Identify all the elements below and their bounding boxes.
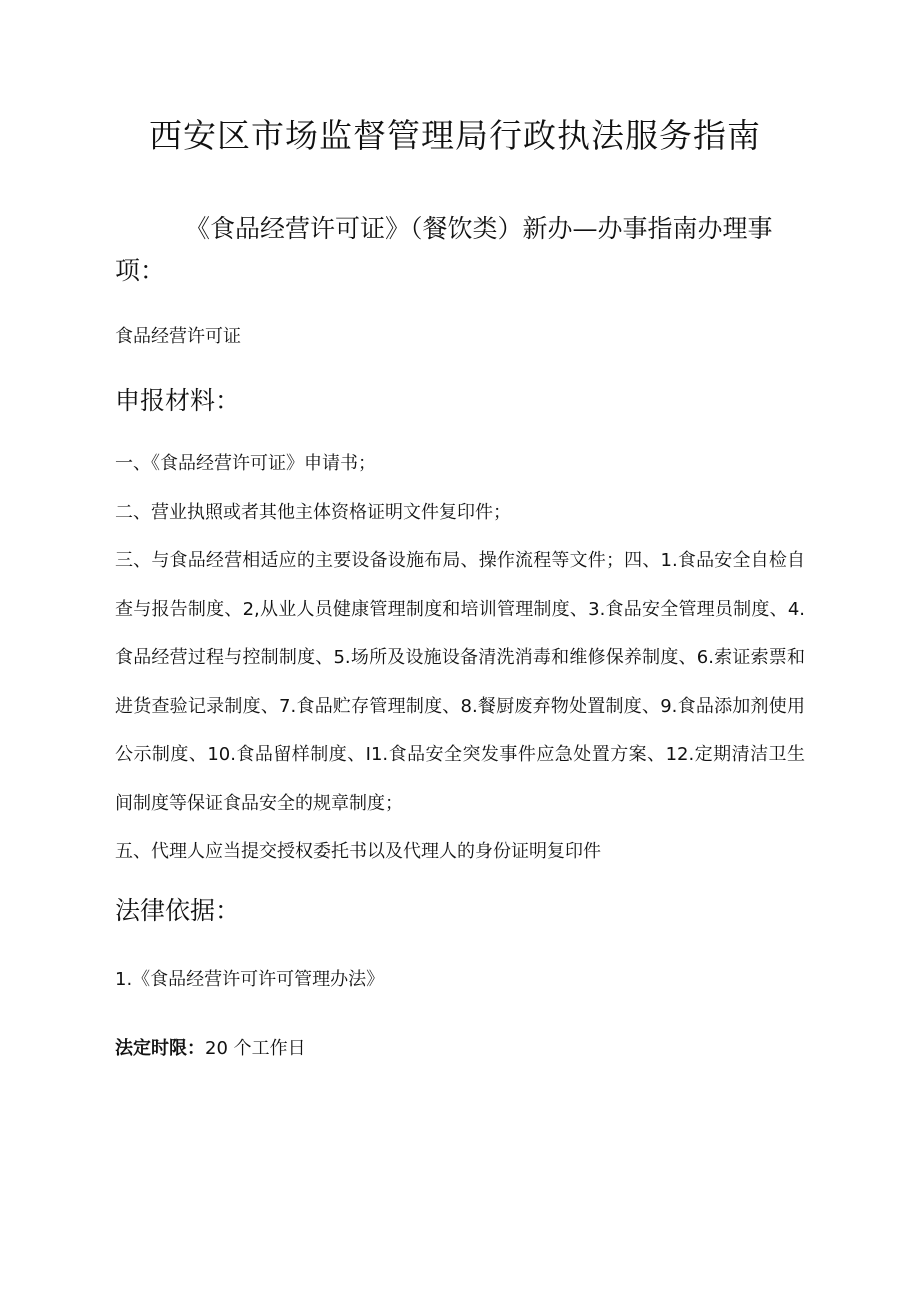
document-subtitle: 《食品经营许可证》（餐饮类）新办—办事指南办理事项： [115, 214, 773, 285]
materials-heading: 申报材料： [115, 386, 241, 415]
materials-item: 一、《食品经营许可证》申请书； [115, 453, 376, 474]
materials-item: 五、代理人应当提交授权委托书以及代理人的身份证明复印件 [115, 841, 601, 862]
document-title: 西安区市场监督管理局行政执法服务指南 [149, 116, 761, 155]
legal-item: 1.《食品经营许可许可管理办法》 [115, 969, 385, 990]
time-limit-label: 法定时限： [115, 1038, 205, 1059]
time-limit [115, 1034, 306, 1064]
legal-heading: 法律依据： [115, 896, 241, 925]
item-name: 食品经营许可证 [115, 326, 241, 347]
materials-list [115, 440, 815, 877]
materials-item: 二、营业执照或者其他主体资格证明文件复印件； [115, 501, 511, 523]
time-limit-value: 20 个工作日 [205, 1038, 306, 1059]
materials-item: 三、与食品经营相适应的主要设备设施布局、操作流程等文件；四、1.食品安全自检自查与报告制度、2,从业人员健康管理制度和培训管理制度、3.食品安全管理员制度、4.食品经营过程与控制制度、5.场所及设施设备清洗消毒和维修保养制度、6.索证索票和进货查验记录制度、7.食品贮存管理制度、8.餐厨废弃物处置制度、9.食品添加剂使用公示制度、10.食品留样制度、I1.食品安全突发事件应急处置方案、12.定期清洁卫生间制度等保证食品安全的规章制度； [115, 550, 805, 814]
